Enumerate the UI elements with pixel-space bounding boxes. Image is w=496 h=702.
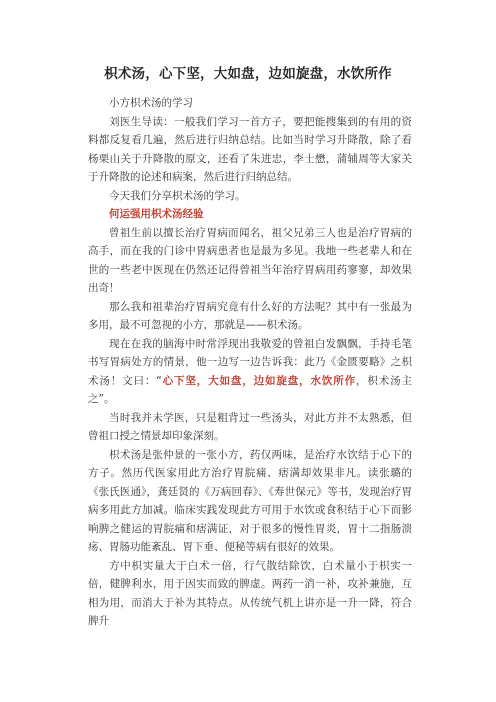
paragraph: 枳术汤是张仲景的一张小方，药仅两味，是治疗水饮结于心下的方子。然历代医家用此方治疗胃脘痛、痞满却效果非凡。读张璐的《张氏医通》，龚廷贤的《万病回春》、《寿世保元》等书，发现治疗胃病多用此方加减。临床实践发现此方可用于水饮或食积结于心下而影响脾之健运的胃脘痛和痞满证，对于很多的慢性胃炎，胃十二指肠溃疡、胃肠功能紊乱、胃下垂、便秘等病有很好的效果。 <box>88 448 412 553</box>
document-title: 枳术汤，心下坚，大如盘，边如旋盘，水饮所作 <box>104 66 392 82</box>
document-body <box>88 94 412 631</box>
paragraph: 那么我和祖辈治疗胃病究竟有什么好的方法呢？其中有一张最为多用，最不可忽视的小方，那就是——枳术汤。 <box>88 300 412 331</box>
paragraph: 方中枳实量大于白术一倍，行气散结除饮，白术量小于枳实一倍，健脾利水，用于因实而致的脾虚。两药一消一补，攻补兼施，互相为用，而消大于补为其特点。从传统气机上讲亦是一升一降，符合脾升 <box>88 559 412 627</box>
section-heading: 何运强用枳术汤经验 <box>109 208 204 220</box>
paragraph: 当时我并未学医，只是粗背过一些汤头，对此方并不太熟悉，但曾祖口授之情景却印象深刻。 <box>88 411 412 442</box>
paragraph-text: ，枳术汤主之”。 <box>88 374 412 405</box>
paragraph: 刘医生导读：一般我们学习一首方子，要把能搜集到的有用的资料都反复看几遍，然后进行归纳总结。比如当时学习升降散，除了看杨栗山关于升降散的原文，还看了朱进忠，李士懋，蒲辅周等大家关于升降散的论述和病案，然后进行归纳总结。 <box>88 115 412 183</box>
paragraph <box>88 335 412 409</box>
paragraph-text: 现在在我的脑海中时常浮现出我敬爱的曾祖白发飘飘，手持毛笔书写胃病处方的情景，他一边写一边告诉我：此乃《金匮要略》之枳术汤！文曰：“ <box>88 337 412 387</box>
highlighted-quote: 心下坚，大如盘，边如旋盘，水饮所作 <box>161 374 356 387</box>
paragraph: 曾祖生前以擅长治疗胃病而闻名，祖父兄弟三人也是治疗胃病的高手，而在我的门诊中胃病患者也是最为多见。我地一些老辈人和在世的一些老中医现在仍然还记得曾祖当年治疗胃病用药寥寥，却效果出奇！ <box>88 226 412 294</box>
paragraph: 小方枳术汤的学习 <box>109 97 193 109</box>
paragraph: 今天我们分享枳术汤的学习。 <box>109 189 246 202</box>
